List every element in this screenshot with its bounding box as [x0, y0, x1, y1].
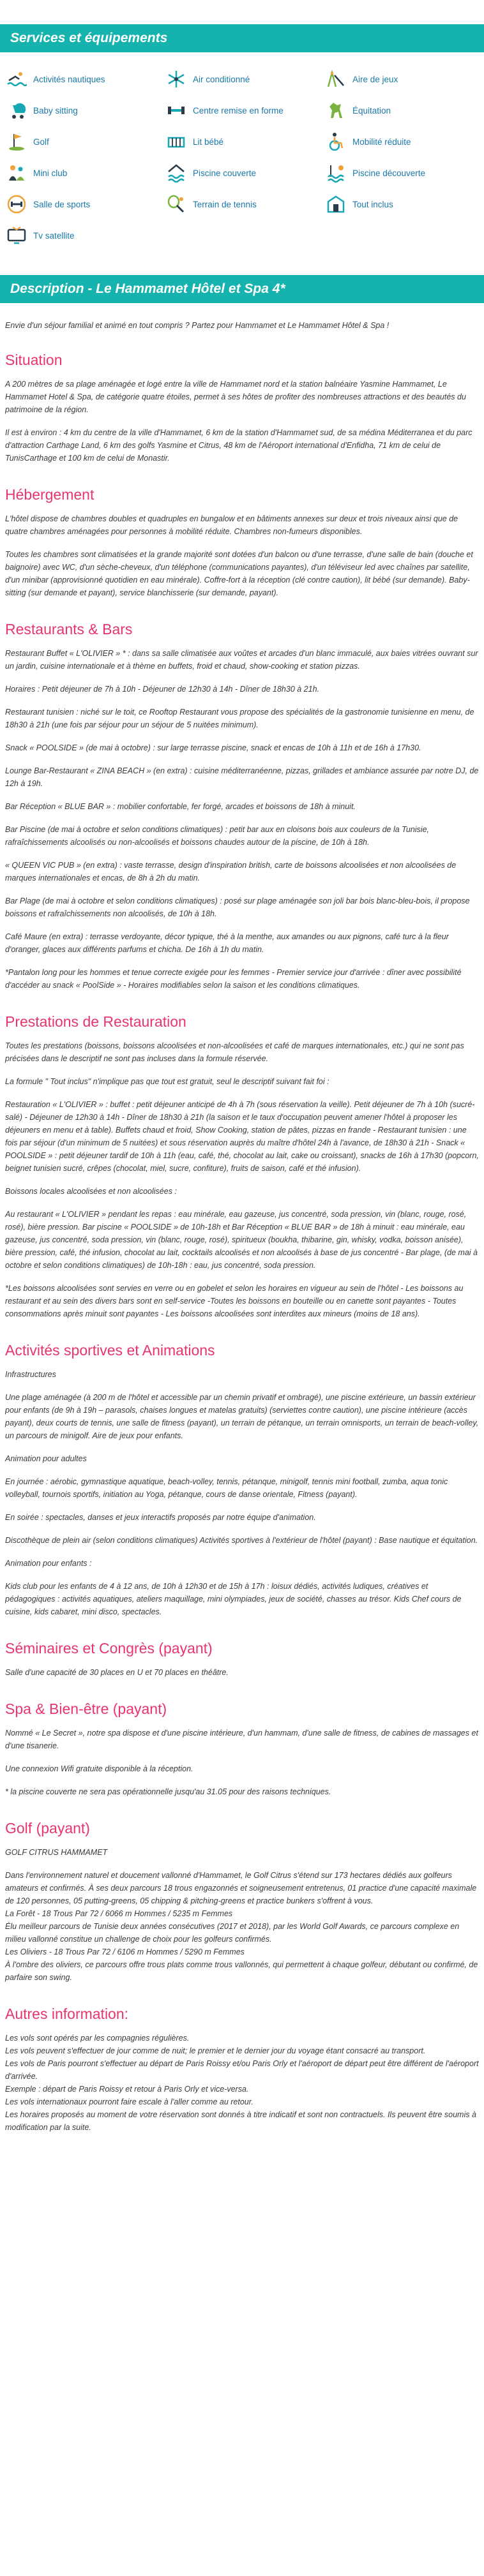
- snowflake-icon: [165, 68, 188, 91]
- service-label: Golf: [33, 137, 49, 147]
- service-label: Lit bébé: [193, 137, 224, 147]
- service-item: [165, 68, 324, 91]
- baby-carriage-icon: [5, 99, 28, 122]
- service-label: Aire de jeux: [352, 74, 398, 84]
- section-heading: Hébergement: [5, 486, 95, 503]
- service-label: Air conditionné: [193, 74, 250, 84]
- section-paragraph: Une plage aménagée (à 200 m de l'hôtel et accessible par un chemin privatif et ombragé), une piscine extérieure, un bassin extérieur pour enfants (de 9h à 19h – parasols, chaises longues et matelas gratuits) (serviettes contre caution), une piscine intérieure (accès payant), deux courts de tennis, une salle de fitness (payant), un terrain de pétanque, un terrain omnisports, un terrain de beach-volley, un parcours de minigolf. Aire de jeux pour enfants.: [5, 1393, 479, 1440]
- section-paragraph: Toutes les chambres sont climatisées et la grande majorité sont dotées d'un balcon ou d'une terrasse, d'une salle de bain (douche et baignoire) avec WC, d'un sèche-cheveux, d'un téléphone (communications payantes), d'un téléviseur led avec chaînes par satellite, d'un minibar (approvisionné quotidien en eau minérale). Coffre-fort à la réception (clé contre caution), lit bébé (sur demande). Baby-sitting (sur demande et payant), service blanchisserie (sur demande, payant).: [5, 550, 473, 597]
- section-paragraph: Boissons locales alcoolisées et non alcoolisées :: [5, 1187, 177, 1196]
- outdoor-pool-icon: [324, 161, 347, 184]
- section-paragraph: Bar Réception « BLUE BAR » : mobilier confortable, fer forgé, arcades et boissons de 18h à minuit.: [5, 802, 356, 811]
- service-item: [324, 68, 484, 91]
- service-item: [5, 193, 165, 216]
- section-heading: Spa & Bien-être (payant): [5, 1701, 167, 1717]
- swimmer-icon: [5, 68, 28, 91]
- section-paragraph: Salle d'une capacité de 30 places en U et 70 places en théâtre.: [5, 1668, 229, 1677]
- service-item: [165, 99, 324, 122]
- section-paragraph: Snack « POOLSIDE » (de mai à octobre) : sur large terrasse piscine, snack et encas de 10h à 11h et de 16h à 17h30.: [5, 743, 421, 752]
- services-grid: [0, 52, 484, 247]
- service-item: [5, 224, 165, 247]
- service-item: [5, 161, 165, 184]
- section-paragraph: Café Maure (en extra) : terrasse verdoyante, décor typique, thé à la menthe, aux amandes ou aux pignons, café turc à la fleur d'oranger, glaces aux différents parfums et chicha. De 16h à 1h du matin.: [5, 932, 449, 954]
- section-paragraph: Restaurant Buffet « L'OLIVIER » * : dans sa salle climatisée aux voûtes et arcades d'un blanc immaculé, aux baies vitrées ouvrant sur un jardin, cuisine internationale et à thème en buffets, froid et chaud, show-cooking et station pizzas.: [5, 649, 478, 671]
- section-paragraph: Restauration « L'OLIVIER » : buffet : petit déjeuner anticipé de 4h à 7h (sous réservation la veille). Petit déjeuner de 7h à 10h (sucré-salé) - Déjeuner de 12h30 à 14h - Dîner de 18h30 à 21h (la saison et le taux d'occupation peuvent amener l'hôtel à proposer les déjeuners en menu et à table). Buffets chaud et froid, Show Cooking, station de pâtes, pizzas en frande - Restaurant tunisien : une fois par séjour (d'un minimum de 5 nuitées) et sous réservation auprès du maître d'hôtel 24h à l'avance, de 18h30 à 21h - Snack « POOLSIDE » : petit déjeuner tardif de 10h à 11h (eau, café, thé, chocolat au lait, cake ou croissant), snacks de 16h à 17h30 (popcorn, beignet tunisien sucré, crêpes (chocolat, miel, sucre, confiture), fruits de saison, café et thé infusion).: [5, 1100, 479, 1173]
- service-label: Centre remise en forme: [193, 105, 284, 115]
- section-heading: Activités sportives et Animations: [5, 1342, 215, 1359]
- service-item: [5, 99, 165, 122]
- section-paragraph: « QUEEN VIC PUB » (en extra) : vaste terrasse, design d'inspiration british, carte de boissons alcoolisées et non alcoolisées de marques internationales et encas, de 8h à 2h du matin.: [5, 861, 457, 882]
- golf-icon: [5, 130, 28, 153]
- section-paragraph: En journée : aérobic, gymnastique aquatique, beach-volley, tennis, pétanque, minigolf, tennis mini football, zumba, aqua tonic volleyball, tournois sportifs, initiation au Yoga, pétanque, cours de danse orientale, Fitness (payant).: [5, 1477, 448, 1499]
- indoor-pool-icon: [165, 161, 188, 184]
- section-heading: Autres information:: [5, 2006, 129, 2022]
- all-inclusive-icon: [324, 193, 347, 216]
- service-label: Piscine couverte: [193, 168, 257, 178]
- service-item: [5, 130, 165, 153]
- tv-icon: [5, 224, 28, 247]
- section-heading: Situation: [5, 352, 63, 368]
- description-body: [5, 352, 479, 2134]
- gym-icon: [5, 193, 28, 216]
- service-label: Tout inclus: [352, 199, 393, 209]
- section-paragraph: Kids club pour les enfants de 4 à 12 ans, de 10h à 12h30 et de 15h à 17h : loisux dédiés, activités ludiques, créatives et pédagogiques : activités aquatiques, ateliers maquillage, mini olympiades, jeux de société, chasses au trésor. Kids Chef cours de cuisine, kids cabaret, mini disco, spectacles.: [5, 1582, 462, 1616]
- service-item: [324, 193, 484, 216]
- horse-icon: [324, 99, 347, 122]
- crib-icon: [165, 130, 188, 153]
- section-paragraph: GOLF CITRUS HAMMAMET: [5, 1848, 108, 1857]
- section-paragraph: Bar Piscine (de mai à octobre et selon conditions climatiques) : petit bar aux en cloisons bois aux couleurs de la Tunisie, rafraîchissements alcoolisés ou non-alcoolisés et boissons chaudes autour de la piscine, de 10h à 18h.: [5, 825, 430, 847]
- section-paragraph: Lounge Bar-Restaurant « ZINA BEACH » (en extra) : cuisine méditerranéenne, pizzas, grillades et ambiance assurée par notre DJ, de 12h à 19h.: [5, 766, 479, 788]
- section-paragraph: Horaires : Petit déjeuner de 7h à 10h - Déjeuner de 12h30 à 14h - Dîner de 18h30 à 21h.: [5, 685, 320, 694]
- service-item: [165, 193, 324, 216]
- service-label: Baby sitting: [33, 105, 78, 115]
- service-label: Tv satellite: [33, 230, 75, 241]
- playground-icon: [324, 68, 347, 91]
- service-item: [324, 130, 484, 153]
- service-label: Terrain de tennis: [193, 199, 257, 209]
- service-label: Piscine découverte: [352, 168, 426, 178]
- section-paragraph: Animation pour enfants :: [5, 1559, 92, 1568]
- section-paragraph: Au restaurant « L'OLIVIER » pendant les repas : eau minérale, eau gazeuse, jus concentré, soda pression, vin (blanc, rouge, rosé, rosé), bière pression. Bar piscine « POOLSIDE » de 10h-18h et Bar Réception « BLUE BAR » de 18h à minuit : eau minérale, eau gazeuse, jus concentré, soda pression, vin (blanc, rouge, rosé), spiritueux (boukha, thibarine, gin, whisky, vodka, boisson anisée), bière pression, café, thé infusion, chocolat au lait, cocktails alcoolisés et non alcoolisés à base de jus concentré - Bar plage, (de mai à octobre et selon conditions climatiques) de 10h-18h : eau, jus concentré, soda pression.: [5, 1210, 478, 1270]
- section-paragraph: * la piscine couverte ne sera pas opérationnelle jusqu'au 31.05 pour des raisons techniques.: [5, 1787, 331, 1796]
- tennis-icon: [165, 193, 188, 216]
- wheelchair-icon: [324, 130, 347, 153]
- section-paragraph: Toutes les prestations (boissons, boissons alcoolisées et non-alcoolisées et café de marques internationales, etc.) qui ne sont pas précisées dans le descriptif ne sont pas incluses dans la formule réservée.: [5, 1041, 464, 1063]
- description-title: Description - Le Hammamet Hôtel et Spa 4*: [0, 275, 484, 303]
- section-paragraph: L'hôtel dispose de chambres doubles et quadruples en bungalow et en bâtiments annexes sur deux et trois niveaux ainsi que de quatre chambres aménagées pour personnes à mobilité réduite. Chambres non-fumeurs disponibles.: [5, 514, 458, 536]
- section-paragraph: Une connexion Wifi gratuite disponible à la réception.: [5, 1764, 193, 1773]
- section-paragraph: La formule " Tout inclus" n'implique pas que tout est gratuit, seul le descriptif suivant fait foi :: [5, 1077, 329, 1086]
- section-paragraph: *Les boissons alcoolisées sont servies en verre ou en gobelet et selon les horaires en vigueur au sein de l'hôtel - Les boissons au restaurant et au sein des divers bars sont en self-service -Toutes les boissons en bouteille ou en canette sont payantes - Toutes consommations après minuit sont payantes - Les boissons alcoolisées sont interdites aux mineurs (moins de 18 ans).: [5, 1284, 464, 1318]
- section-paragraph: Animation pour adultes: [5, 1454, 87, 1463]
- section-paragraph: Dans l'environnement naturel et doucement vallonné d'Hammamet, le Golf Citrus s'étend sur 173 hectares dédiés aux golfeurs amateurs et confirmés. À ses deux parcours 18 trous engazonnés et soigneusement entretenus, 01 practice d'une capacité maximale de 120 personnes, 05 putting-greens, 05 chipping & pitching-greens et practice bunkers s'offrent à vous. La Forêt - 18 Trous Par 72 / 6066 m Hommes / 5235 m Femmes Élu meilleur parcours de Tunisie deux années consécutives (2017 et 2018), par les World Golf Awards, ce parcours complexe en milieu vallonné constitue un challenge de choix pour les golfeurs confirmés. Les Oliviers - 18 Trous Par 72 / 6106 m Hommes / 5290 m Femmes À l'ombre des oliviers, ce parcours offre trous plats comme trous vallonnés, qui permettent à chaque golfeur, débutant ou confirmé, de parfaire son swing.: [5, 1871, 478, 1982]
- section-heading: Prestations de Restauration: [5, 1013, 186, 1030]
- section-paragraph: Infrastructures: [5, 1370, 56, 1379]
- section-heading: Séminaires et Congrès (payant): [5, 1640, 213, 1657]
- section-paragraph: Nommé « Le Secret », notre spa dispose et d'une piscine intérieure, d'un hammam, d'une salle de fitness, de cabines de massages et d'une tisanerie.: [5, 1729, 478, 1750]
- description-intro: Envie d'un séjour familial et animé en tout compris ? Partez pour Hammamet et Le Hammamet Hôtel & Spa !: [5, 321, 389, 330]
- section-paragraph: Bar Plage (de mai à octobre et selon conditions climatiques) : posé sur plage aménagée son joli bar bois blanc-bleu-bois, il propose boissons et rafraîchissements non alcoolisés, de 10h à 18h.: [5, 897, 470, 918]
- section-paragraph: *Pantalon long pour les hommes et tenue correcte exigée pour les femmes - Premier service jour d'arrivée : dîner avec possibilité d'accéder au snack « PoolSide » - Horaires modifiables selon la saison et les conditions climatiques.: [5, 968, 462, 990]
- description-section: [0, 321, 484, 2134]
- section-paragraph: A 200 mètres de sa plage aménagée et logé entre la ville de Hammamet nord et la station balnéaire Yasmine Hammamet, Le Hammamet Hotel & Spa, de catégorie quatre étoiles, permet à ses hôtes de profiter des nombreuses attractions et des beautés du patrimoine de la région.: [5, 380, 466, 414]
- section-paragraph: Restaurant tunisien : niché sur le toit, ce Rooftop Restaurant vous propose des spécialités de la gastronomie tunisienne en menu, de 18h30 à 21h (une fois par séjour pour un séjour de 5 nuitées minimum).: [5, 708, 474, 729]
- service-label: Mini club: [33, 168, 68, 178]
- section-heading: Restaurants & Bars: [5, 621, 133, 637]
- service-item: [324, 161, 484, 184]
- service-label: Activités nautiques: [33, 74, 105, 84]
- section-paragraph: Il est à environ : 4 km du centre de la ville d'Hammamet, 6 km de la station d'Hammamet sud, de sa médina Méditerranea et du parc d'attraction Carthage Land, 6 km des golfs Yasmine et Citrus, 48 km de l'Aéroport international d'Enfidha, 71 km de celui de TunisCarthage et 100 km de celui de Monastir.: [5, 428, 473, 463]
- service-item: [5, 68, 165, 91]
- services-title: Services et équipements: [0, 24, 484, 52]
- section-paragraph: Les vols sont opérés par les compagnies régulières. Les vols peuvent s'effectuer de jour comme de nuit; le premier et le dernier jour du voyage étant consacré au transport. Les vols de Paris pourront s'effectuer au départ de Paris Roissy et/ou Paris Orly et l'aéroport de départ peut être différent de l'aéroport d'arrivée. Exemple : départ de Paris Roissy et retour à Paris Orly et vice-versa. Les vols internationaux pourront faire escale à l'aller comme au retour. Les horaires proposés au moment de votre réservation sont donnés à titre indicatif et sont non contractuels. Ils peuvent être soumis à modification par la suite.: [5, 2034, 479, 2132]
- service-label: Mobilité réduite: [352, 137, 411, 147]
- kids-icon: [5, 161, 28, 184]
- section-heading: Golf (payant): [5, 1820, 90, 1836]
- service-label: Salle de sports: [33, 199, 91, 209]
- service-item: [165, 130, 324, 153]
- section-paragraph: En soirée : spectacles, danses et jeux interactifs proposés par notre équipe d'animation.: [5, 1513, 316, 1522]
- service-item: [324, 99, 484, 122]
- service-label: Équitation: [352, 105, 391, 115]
- service-item: [165, 161, 324, 184]
- dumbbell-icon: [165, 99, 188, 122]
- section-paragraph: Discothèque de plein air (selon conditions climatiques) Activités sportives à l'extérieur de l'hôtel (payant) : Base nautique et équitation.: [5, 1536, 478, 1545]
